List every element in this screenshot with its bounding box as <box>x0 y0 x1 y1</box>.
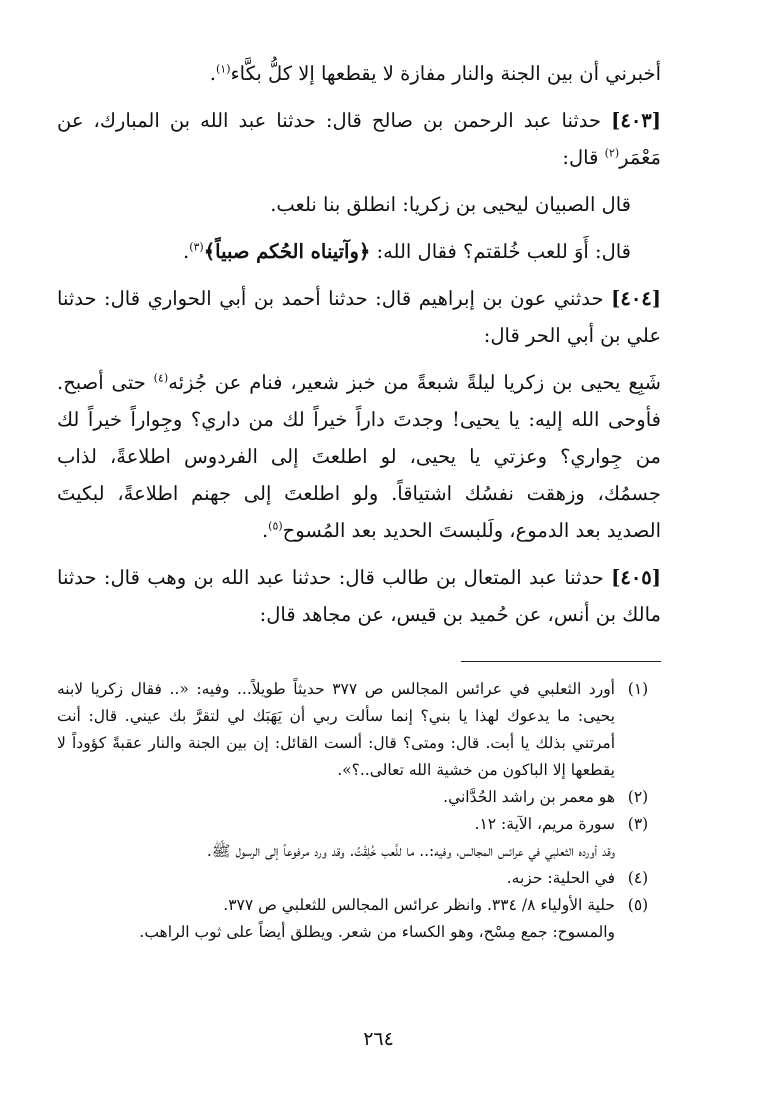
footnote-5 <box>57 892 661 919</box>
footnote-divider <box>461 661 661 662</box>
footnote-4 <box>57 865 661 892</box>
footnote-number: (١) <box>627 680 649 698</box>
footnote-ref[interactable]: (٢) <box>604 146 620 160</box>
hadith-403-text-2: قال: أَوَ للعب خُلقتم؟ فقال الله: ﴿وآتيناه الحُكم صبياً﴾$^{(٣)}$. <box>182 240 631 263</box>
hadith-number: [٤٠٣] <box>611 109 661 132</box>
hadith-403-text-1: قال الصبيان ليحيى بن زكريا: انطلق بنا نلعب. <box>270 193 631 216</box>
footnote-number: (٥) <box>627 896 649 914</box>
paragraph-continuation: أخبرني أن بين الجنة والنار مفازة لا يقطعها إلا كلُّ بكَّاء$^{(١)}$. <box>209 62 661 85</box>
footnotes <box>57 676 661 946</box>
hadith-404-text: شَبِع يحيى بن زكريا ليلةً شبعةً من خبز شعير، فنام عن جُزئه$^{(٤)}$ حتى أصبح. فأوحى الله إليه: يا يحيى! وجدتَ داراً خيراً لك من داري؟ وجِواراً خيراً لك من جِواري؟ وعزتي يا يحيى، لو اطلعتَ إلى الفردوس اطلاعةً، لذاب جسمُك، وزهقت نفسُك اشتياقاً. ولو اطلعتَ إلى جهنم اطلاعةً، لبكيتَ الصديد بعد الدموع، ولَلبستَ الحديد بعد المُسوح$^{(٥)}$. <box>57 371 661 542</box>
footnote-text: سورة مريم، الآية: ١٢. <box>474 815 615 833</box>
quran-verse: ﴿وآتيناه الحُكم صبياً﴾ <box>203 240 371 263</box>
footnote-2 <box>57 784 661 811</box>
page-body <box>57 55 661 946</box>
footnote-ref[interactable]: (١) <box>215 62 231 76</box>
footnote-1 <box>57 676 661 784</box>
footnote-text: هو معمر بن راشد الحُدَّاني. <box>443 788 615 806</box>
footnote-text: أورد الثعلبي في عرائس المجالس ص ٣٧٧ حديثاً طويلاً... وفيه: «.. فقال زكريا لابنه يحيى: ما يدعوك لهذا يا بني؟ إنما سألت ربي أن يَهَبَك لي لتقرَّ بك عيني. قال: أنت أمرتني بذلك يا أبت. قال: ومتى؟ قال: ألست القائل: إن بين الجنة والنار عقبةً كؤوداً لا يقطعها إلا الباكون من خشية الله تعالى..؟». <box>57 680 615 779</box>
hadith-number: [٤٠٤] <box>611 287 661 310</box>
footnote-ref[interactable]: (٤) <box>153 371 169 385</box>
footnote-ref[interactable]: (٣) <box>189 240 204 254</box>
footnote-3-continuation: وقد أورده الثعلبي في عرائس المجالس، وفيه:.. ما للَّعب خُلِقْتُ. وقد ورد مرفوعاً إلى الرسول ﷺ. <box>206 842 615 860</box>
footnote-text: حلية الأولياء ٨/ ٣٣٤. وانظر عرائس المجالس للثعلبي ص ٣٧٧. <box>223 896 615 914</box>
footnote-3 <box>57 811 661 838</box>
footnote-number: (٣) <box>627 815 649 833</box>
page-number: ٢٦٤ <box>363 1028 394 1050</box>
footnote-ref[interactable]: (٥) <box>268 519 283 533</box>
hadith-403: [٤٠٣] حدثنا عبد الرحمن بن صالح قال: حدثنا عبد الله بن المبارك، عن مَعْمَر$^{(٢)}$ قال: <box>57 109 661 169</box>
hadith-number: [٤٠٥] <box>611 566 661 589</box>
hadith-404: [٤٠٤] حدثني عون بن إبراهيم قال: حدثنا أحمد بن أبي الحواري قال: حدثنا علي بن أبي الحر قال: <box>57 287 661 347</box>
footnote-text: في الحلية: حزبه. <box>506 869 615 887</box>
footnote-5-continuation: والمسوح: جمع مِسْح، وهو الكساء من شعر. ويطلق أيضاً على ثوب الراهب. <box>139 923 615 941</box>
footnote-number: (٤) <box>627 869 649 887</box>
hadith-405: [٤٠٥] حدثنا عبد المتعال بن طالب قال: حدثنا عبد الله بن وهب قال: حدثنا مالك بن أنس، عن حُميد بن قيس، عن مجاهد قال: <box>57 566 661 626</box>
footnote-number: (٢) <box>627 788 649 806</box>
